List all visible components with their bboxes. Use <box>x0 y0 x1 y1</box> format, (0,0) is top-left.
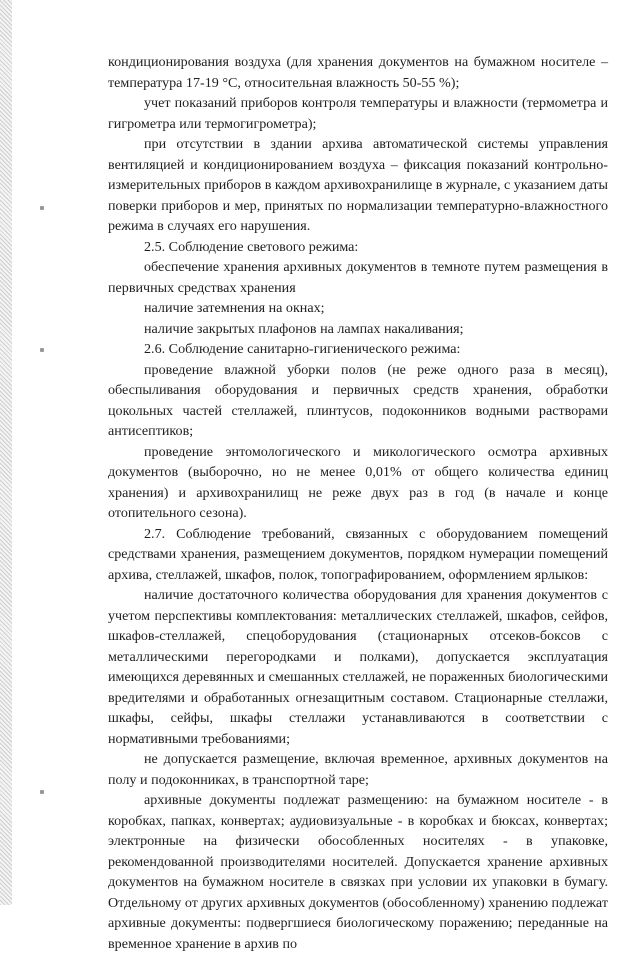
paragraph: не допускается размещение, включая временное, архивных документов на полу и подоконниках, в транспортной таре; <box>108 751 608 788</box>
paragraph: наличие закрытых плафонов на лампах накаливания; <box>144 320 464 337</box>
paragraph: наличие затемнения на окнах; <box>144 300 325 316</box>
paragraph: при отсутствии в здании архива автоматической системы управления вентиляцией и кондиционированием воздуха – фиксация показаний контрольно-измерительных приборов в каждом архивохранилище в журнале, с указанием даты поверки приборов и мер, принятых по нормализации температурно-влажностного режима в случаях его нарушения. <box>108 136 609 234</box>
paragraph: архивные документы подлежат размещению: на бумажном носителе - в коробках, папках, конвертах; аудиовизуальные - в коробках и бюксах, конвертах; электронные на физически обособленных носителях - в упаковке, рекомендованной производителями носителей. Допускается хранение архивных документов на бумажном носителе в связках при условии их упаковки в бумагу. Отдельному от других архивных документов (обособленному) хранению подлежат архивные документы: подвергшиеся биологическому поражению; переданные на временное хранение в архив по <box>108 792 608 952</box>
section-heading: 2.6. Соблюдение санитарно-гигиенического режима: <box>144 341 461 357</box>
section-heading: 2.7. Соблюдение требований, связанных с оборудованием помещений средствами хранения, размещением документов, порядком нумерации помещений архива, стеллажей, шкафов, полок, топографированием, оформлением ярлыков: <box>108 525 608 583</box>
scan-speck <box>40 348 44 352</box>
document-page <box>108 52 608 954</box>
scan-speck <box>40 790 44 794</box>
paragraph: проведение энтомологического и микологического осмотра архивных документов (выборочно, но не менее 0,01% от общего количества единиц хранения) и архивохранилищ не реже двух раз в год (в начале и конце отопительного сезона). <box>108 443 608 521</box>
paragraph: обеспечение хранения архивных документов в темноте путем размещения в первичных средствах хранения <box>108 259 608 296</box>
paragraph: кондиционирования воздуха (для хранения документов на бумажном носителе – температура 17-19 °С, относительная влажность 50-55 %); <box>108 54 608 91</box>
section-heading: 2.5. Соблюдение светового режима: <box>144 238 359 255</box>
scan-speck <box>40 206 44 210</box>
paragraph: наличие достаточного количества оборудования для хранения документов с учетом перспективы комплектования: металлических стеллажей, шкафов, сейфов, шкафов-стеллажей, спецоборудования (стационарных отсеков-боксов с металлическими перегородками и полками), допускается эксплуатация имеющихся деревянных и смешанных стеллажей, не пораженных биологическими вредителями и обработанных огнезащитным составом. Стационарные стеллажи, шкафы, сейфы, шкафы стеллажи устанавливаются в соответствии с нормативными требованиями; <box>108 587 608 747</box>
paragraph: проведение влажной уборки полов (не реже одного раза в месяц), обеспыливания оборудования и первичных средств хранения, обработки цокольных частей стеллажей, плинтусов, подоконников водными растворами антисептиков; <box>108 361 608 439</box>
scan-edge <box>0 0 12 905</box>
paragraph: учет показаний приборов контроля температуры и влажности (термометра и гигрометра или термогигрометра); <box>108 95 608 132</box>
